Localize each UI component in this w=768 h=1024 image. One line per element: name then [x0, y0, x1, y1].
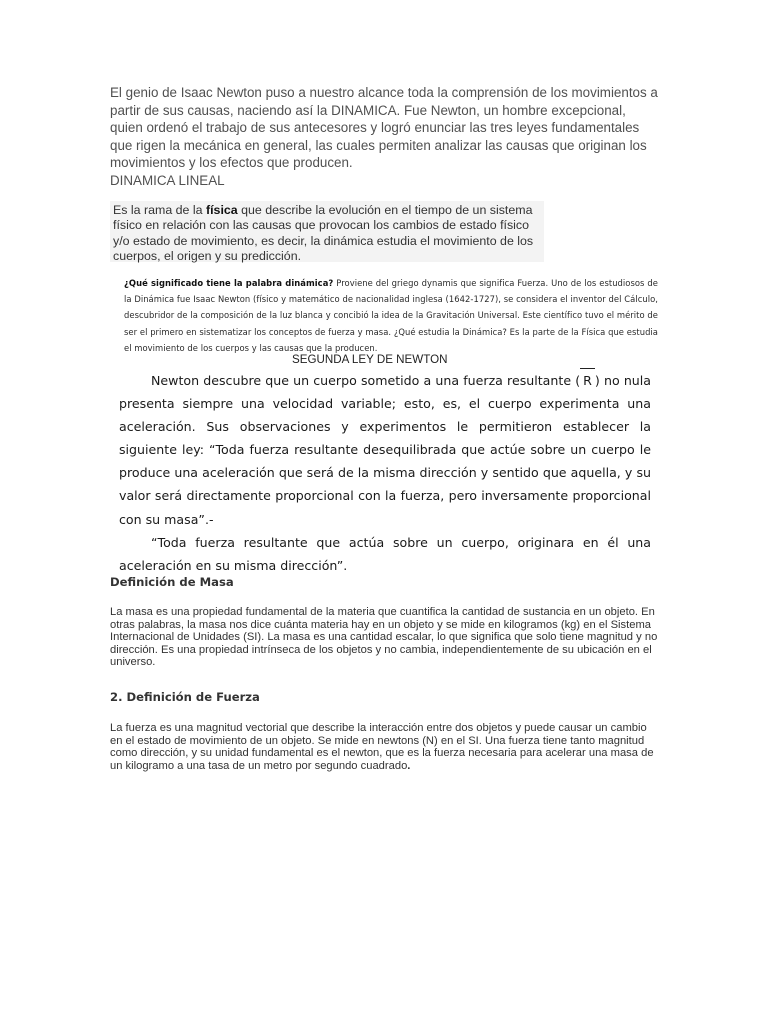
newton-p1-start: Newton descubre que un cuerpo sometido a una fuerza resultante ( [151, 373, 581, 388]
heading-fuerza: 2. Definición de Fuerza [110, 690, 260, 704]
definition-text [113, 203, 544, 264]
fuerza-text: La fuerza es una magnitud vectorial que describe la interacción entre dos objetos y puede causar un cambio en el estado de movimiento de un objeto. Se mide en newtons (N) en el SI. Una fuerza tiene tanto magnitud como dirección, y su unidad fundamental es el newton, que es la fuerza necesaria para acelerar una masa de un kilogramo a una tasa de un metro por segundo cuadrado [110, 722, 654, 772]
newton-law-paragraph-2 [119, 531, 651, 577]
fuerza-paragraph [110, 722, 658, 772]
resultant-force-symbol: R [580, 368, 595, 392]
heading-dinamica-lineal: DINAMICA LINEAL [110, 173, 225, 188]
definition-bold-word: física [205, 203, 238, 217]
newton-law-text [119, 368, 651, 577]
newton-law-paragraph-1 [119, 368, 651, 531]
question-paragraph [124, 275, 658, 356]
question-text: Proviene del griego dynamis que significa Fuerza. Uno de los estudiosos de la Dinámica fue Isaac Newton (físico y matemático de nacionalidad inglesa (1642-1727), se considera el inventor del Cálculo, descubridor de la composición de la luz blanca y concibió la idea de la Gravitación Universal. Este científico tuvo el mérito de ser el primero en sistematizar los conceptos de fuerza y masa. ¿Qué estudia la Dinámica? Es la parte de la Física que estudia el movimiento de los cuerpos y las causas que la producen. [124, 278, 658, 353]
fuerza-end-period: . [407, 759, 411, 772]
newton-p2-text: “Toda fuerza resultante que actúa sobre un cuerpo, originara en él una aceleración en su misma dirección”. [119, 534, 651, 573]
heading-masa: Definición de Masa [110, 575, 234, 589]
definition-highlight-box [110, 201, 544, 262]
question-bold: ¿Qué significado tiene la palabra dinámica? [124, 278, 334, 288]
definition-text-end: que describe la evolución en el tiempo de un sistema físico en relación con las causas que provocan los cambios de estado físico y/o estado de movimiento, es decir, la dinámica estudia el movimiento de los cuerpos, el origen y su predicción. [113, 203, 534, 263]
definition-text-start: Es la rama de la [113, 203, 206, 217]
intro-paragraph: El genio de Isaac Newton puso a nuestro alcance toda la comprensión de los movimientos a partir de sus causas, naciendo así la DINAMICA. Fue Newton, un hombre excepcional, quien ordenó el trabajo de sus antecesores y logró enunciar las tres leyes fundamentales que rigen la mecánica en general, las cuales permiten analizar las causas que originan los movimientos y los efectos que producen. [110, 85, 658, 171]
heading-segunda-ley-text: SEGUNDA LEY DE NEWTON [292, 353, 448, 366]
masa-paragraph: La masa es una propiedad fundamental de la materia que cuantifica la cantidad de sustancia en un objeto. En otras palabras, la masa nos dice cuánta materia hay en un objeto y se mide en kilogramos (kg) en el Sistema Internacional de Unidades (SI). La masa es una cantidad escalar, lo que significa que solo tiene magnitud y no dirección. Es una propiedad intrínseca de los objetos y no cambia, independientemente de su ubicación en el universo. [110, 606, 658, 669]
newton-p1-end: ) no nula presenta siempre una velocidad variable; esto, es, el cuerpo experimenta una aceleración. Sus observaciones y experimentos le permitieron establecer la siguiente ley: “Toda fuerza resultante desequilibrada que actúe sobre un cuerpo le produce una aceleración que será de la misma dirección y sentido que aquella, y su valor será directamente proporcional con la fuerza, pero inversamente proporcional con su masa”.- [119, 373, 651, 527]
